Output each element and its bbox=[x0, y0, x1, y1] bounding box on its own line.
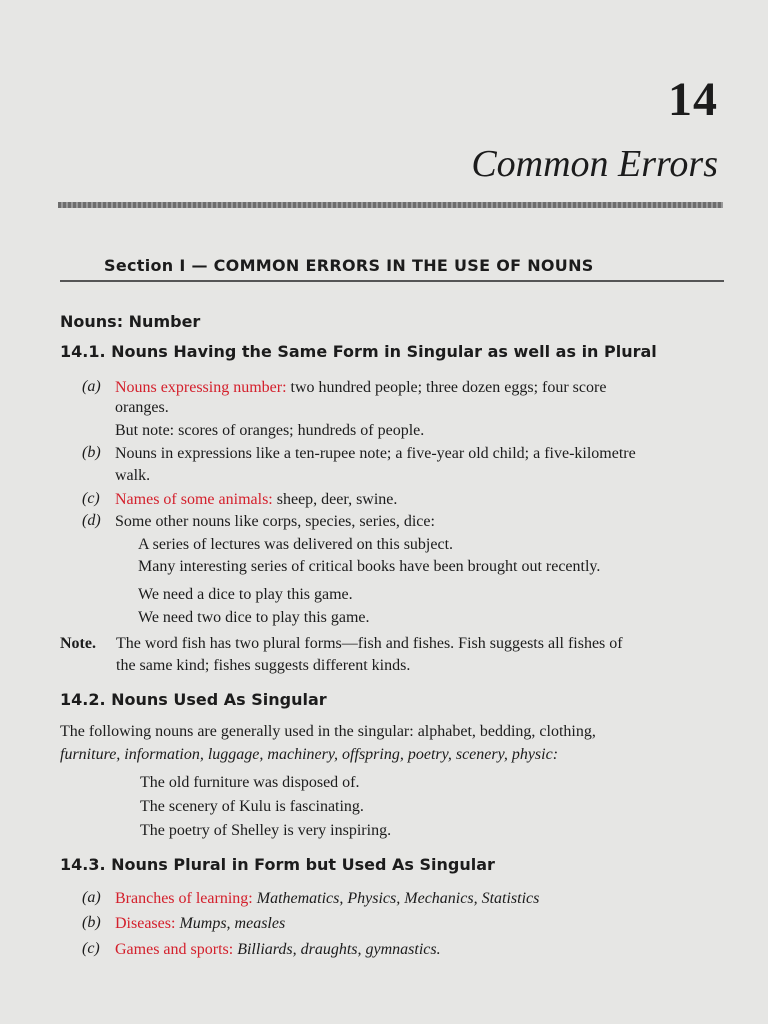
s143-label-c: (c) bbox=[82, 940, 100, 957]
heading-14-3: 14.3. Nouns Plural in Form but Used As Singular bbox=[60, 855, 495, 874]
s143-item-c bbox=[115, 940, 441, 959]
s143-item-a-text: Mathematics, Physics, Mechanics, Statistics bbox=[252, 890, 540, 907]
note-label: Note. bbox=[60, 635, 96, 652]
s143-item-a bbox=[115, 889, 539, 908]
item-b-text: Nouns in expressions like a ten-rupee note; a five-year old child; a five-kilometre bbox=[115, 445, 636, 462]
s143-item-b-text: Mumps, measles bbox=[175, 915, 286, 932]
s142-intro-line-2: furniture, information, luggage, machinery, offspring, poetry, scenery, physic: bbox=[60, 746, 559, 763]
s143-label-b: (b) bbox=[82, 914, 101, 931]
annotation-games-and-sports: Games and sports: bbox=[115, 941, 234, 958]
heading-14-1: 14.1. Nouns Having the Same Form in Singular as well as in Plural bbox=[60, 342, 657, 361]
s142-example-1: The old furniture was disposed of. bbox=[140, 774, 360, 791]
heading-14-2: 14.2. Nouns Used As Singular bbox=[60, 690, 327, 709]
note-line-2: the same kind; fishes suggests different kinds. bbox=[116, 657, 411, 674]
s142-example-2: The scenery of Kulu is fascinating. bbox=[140, 798, 364, 815]
subheading-nouns-number: Nouns: Number bbox=[60, 312, 201, 331]
annotation-nouns-expressing-number: Nouns expressing number: bbox=[115, 379, 287, 396]
item-c-text: sheep, deer, swine. bbox=[272, 491, 398, 508]
item-a-continuation: oranges. bbox=[115, 399, 169, 416]
section-rule bbox=[60, 280, 724, 282]
s143-label-a: (a) bbox=[82, 889, 101, 906]
item-a-line bbox=[115, 378, 606, 397]
example-sentence-1: A series of lectures was delivered on this subject. bbox=[138, 536, 454, 553]
s142-example-3: The poetry of Shelley is very inspiring. bbox=[140, 822, 392, 839]
example-sentence-2: Many interesting series of critical books have been brought out recently. bbox=[138, 558, 601, 575]
note-line-1: The word fish has two plural forms—fish and fishes. Fish suggests all fishes of bbox=[116, 635, 623, 652]
s142-intro-line-1: The following nouns are generally used in the singular: alphabet, bedding, clothing, bbox=[60, 723, 596, 740]
example-sentence-3: We need a dice to play this game. bbox=[138, 586, 353, 603]
item-label-a: (a) bbox=[82, 378, 101, 395]
item-a-but-note: But note: scores of oranges; hundreds of people. bbox=[115, 422, 425, 439]
chapter-number: 14 bbox=[668, 73, 718, 126]
chapter-title: Common Errors bbox=[471, 143, 718, 185]
item-label-d: (d) bbox=[82, 512, 101, 529]
item-label-c: (c) bbox=[82, 490, 100, 507]
item-label-b: (b) bbox=[82, 444, 101, 461]
section-heading: Section I — COMMON ERRORS IN THE USE OF NOUNS bbox=[104, 256, 594, 275]
item-d-text: Some other nouns like corps, species, series, dice: bbox=[115, 513, 435, 530]
annotation-names-of-some-animals: Names of some animals: bbox=[115, 491, 273, 508]
item-c-line bbox=[115, 490, 397, 509]
chapter-rule bbox=[58, 202, 723, 208]
annotation-diseases: Diseases: bbox=[115, 915, 176, 932]
example-sentence-4: We need two dice to play this game. bbox=[138, 609, 370, 626]
annotation-branches-of-learning: Branches of learning: bbox=[115, 890, 253, 907]
s143-item-c-text: Billiards, draughts, gymnastics. bbox=[233, 941, 441, 958]
s143-item-b bbox=[115, 914, 285, 933]
item-a-text: two hundred people; three dozen eggs; four score bbox=[286, 379, 607, 396]
item-b-continuation: walk. bbox=[115, 467, 151, 484]
